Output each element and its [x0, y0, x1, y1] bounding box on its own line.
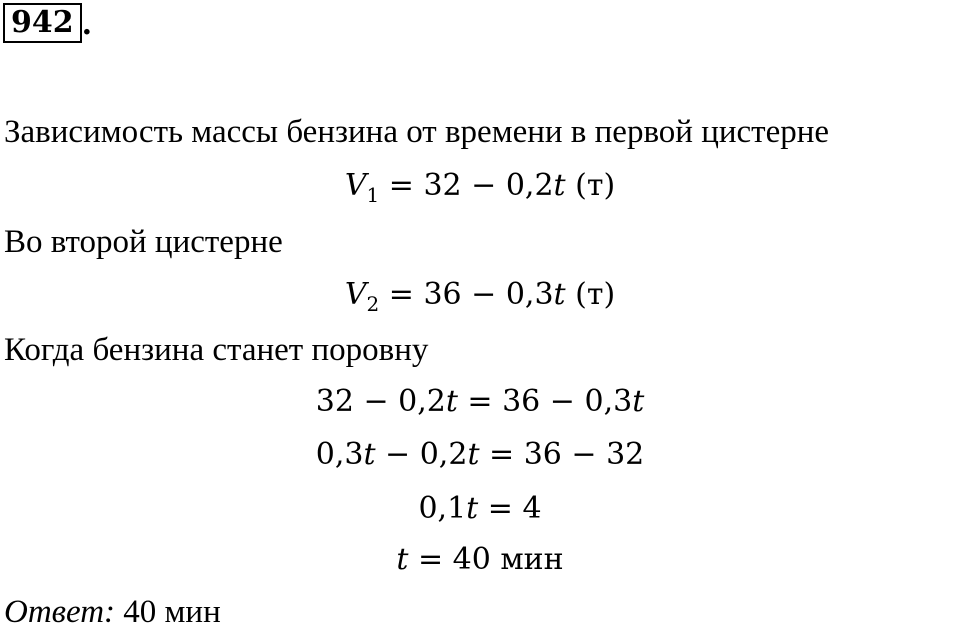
formula-equation [0, 382, 960, 422]
problem-number [3, 3, 92, 43]
text-mass-dependence: Зависимость массы бензина от времени в первой цистерне [4, 114, 830, 150]
formula-v2-rest: = 36 − 0,3 [379, 277, 554, 312]
text-equal-fuel: Когда бензина станет поровну [4, 332, 429, 368]
formula-rearranged-a: 0,3 [315, 437, 364, 472]
formula-rearranged-c: = 36 − 32 [479, 437, 645, 472]
formula-simplified [0, 489, 960, 529]
problem-number-box: 942 [3, 3, 82, 43]
formula-v1-unit: (т) [565, 168, 616, 203]
text-second-tank: Во второй цистерне [4, 224, 283, 260]
formula-v2-t: t [553, 277, 566, 312]
formula-rearranged-b: − 0,2 [375, 437, 468, 472]
answer-label: Ответ: [4, 594, 116, 630]
formula-result [0, 540, 960, 580]
formula-equation-t2: t [632, 384, 645, 419]
formula-simplified-b: = 4 [478, 491, 542, 526]
answer-line [4, 592, 221, 632]
formula-v1 [0, 166, 960, 215]
problem-number-dot: . [81, 7, 93, 42]
formula-v1-var: V [344, 168, 367, 203]
formula-v1-sub: 1 [366, 183, 380, 207]
formula-result-t: t [396, 542, 409, 577]
formula-equation-left: 32 − 0,2 [315, 384, 446, 419]
formula-rearranged [0, 435, 960, 475]
formula-v1-rest: = 32 − 0,2 [379, 168, 554, 203]
formula-rearranged-t2: t [467, 437, 480, 472]
formula-result-value: = 40 мин [408, 542, 564, 577]
formula-v1-t: t [553, 168, 566, 203]
formula-simplified-t: t [466, 491, 479, 526]
answer-value: 40 мин [115, 594, 221, 630]
formula-equation-t1: t [445, 384, 458, 419]
formula-v2-sub: 2 [366, 292, 380, 316]
formula-v2 [0, 275, 960, 324]
formula-simplified-a: 0,1 [418, 491, 467, 526]
formula-rearranged-t1: t [363, 437, 376, 472]
formula-v2-unit: (т) [565, 277, 616, 312]
formula-v2-var: V [344, 277, 367, 312]
formula-equation-right: = 36 − 0,3 [457, 384, 633, 419]
